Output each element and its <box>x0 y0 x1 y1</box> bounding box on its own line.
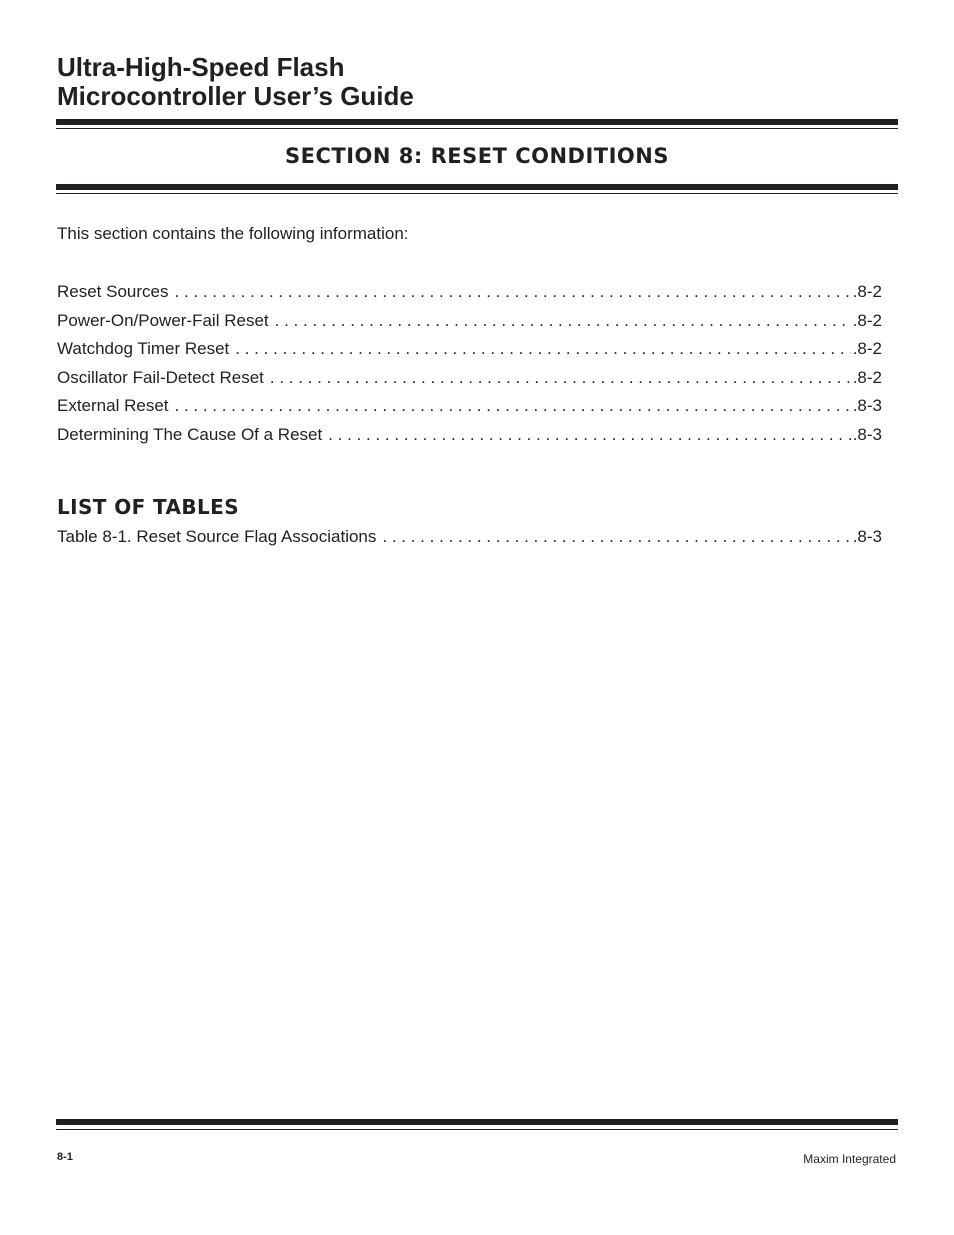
document-title <box>57 53 414 111</box>
toc-entry-page: .8-2 <box>852 310 882 330</box>
list-of-tables-heading: LIST OF TABLES <box>57 495 240 519</box>
toc-leader-dots <box>270 368 851 388</box>
table-entry-reset-source-flag-associations[interactable] <box>57 527 882 556</box>
list-of-tables <box>57 527 882 556</box>
toc-entry-determining-cause-of-reset[interactable] <box>57 425 882 454</box>
toc-entry-label: Reset Sources <box>57 282 169 301</box>
toc-entry-watchdog-timer-reset[interactable] <box>57 339 882 368</box>
toc-leader-dots <box>175 396 851 416</box>
toc-entry-label: Determining The Cause Of a Reset <box>57 424 323 444</box>
footer-page-number: 8-1 <box>57 1151 73 1163</box>
table-entry-label: Table 8-1. Reset Source Flag Associations <box>57 527 377 546</box>
toc-entry-page: .8-2 <box>852 367 882 387</box>
table-entry-page: .8-3 <box>852 527 882 546</box>
toc-leader-dots <box>275 311 851 331</box>
toc-entry-reset-sources[interactable] <box>57 282 882 311</box>
toc-entry-page: .8-2 <box>852 339 882 359</box>
table-of-contents <box>57 282 882 454</box>
toc-leader-dots <box>382 527 850 547</box>
header-rule-thin <box>56 128 898 129</box>
section-rule-thick <box>56 184 898 190</box>
document-title-line-2: Microcontroller User’s Guide <box>57 81 414 111</box>
toc-entry-label: Watchdog Timer Reset <box>57 339 230 359</box>
section-heading: SECTION 8: RESET CONDITIONS <box>285 144 669 168</box>
toc-leader-dots <box>175 282 851 302</box>
section-rule-thin <box>56 193 898 194</box>
document-title-line-1: Ultra-High-Speed Flash <box>57 52 345 82</box>
toc-entry-label: Oscillator Fail-Detect Reset <box>57 367 264 387</box>
toc-entry-power-on-power-fail-reset[interactable] <box>57 311 882 340</box>
toc-entry-page: .8-2 <box>852 282 882 301</box>
toc-entry-label: External Reset <box>57 396 169 416</box>
toc-entry-page: .8-3 <box>852 424 882 444</box>
toc-leader-dots <box>235 339 850 359</box>
header-rule-thick <box>56 119 898 125</box>
footer-rule-thick <box>56 1119 898 1125</box>
toc-entry-label: Power-On/Power-Fail Reset <box>57 310 269 330</box>
toc-entry-page: .8-3 <box>852 396 882 416</box>
toc-entry-oscillator-fail-detect-reset[interactable] <box>57 368 882 397</box>
footer-rule-thin <box>56 1129 898 1130</box>
footer-company-name: Maxim Integrated <box>803 1152 896 1166</box>
intro-text: This section contains the following information: <box>57 224 409 243</box>
toc-entry-external-reset[interactable] <box>57 396 882 425</box>
toc-leader-dots <box>328 425 851 445</box>
